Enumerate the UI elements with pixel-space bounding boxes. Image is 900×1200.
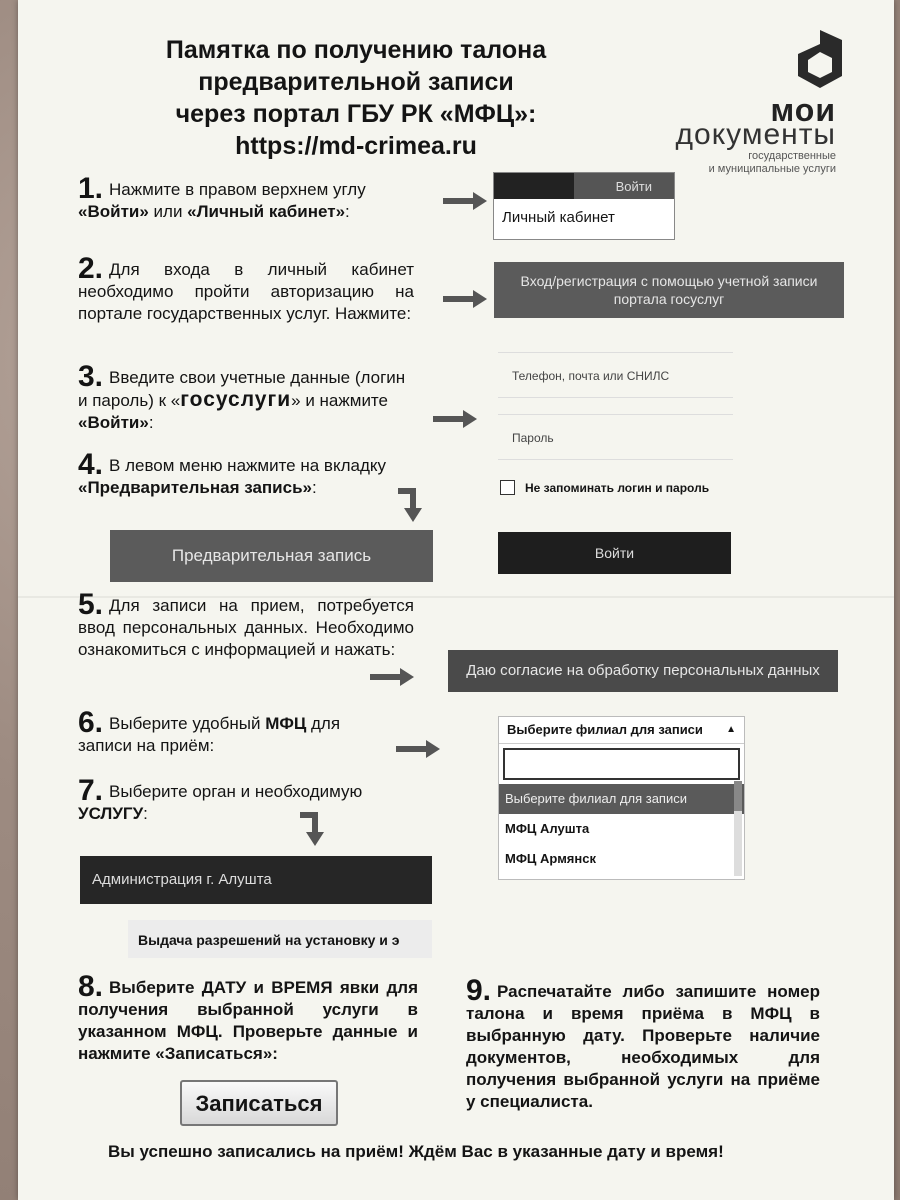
- branch-option[interactable]: Выберите филиал для записи: [499, 784, 744, 814]
- step-number: 9.: [466, 974, 492, 1007]
- step-number: 2.: [78, 252, 104, 285]
- step-5: [78, 588, 414, 661]
- arrow-down-icon: [300, 812, 330, 846]
- step-text: Для записи на прием, потребуется ввод персональных данных. Необходимо ознакомиться с информацией и нажать:: [78, 596, 414, 659]
- step-bold: «Предварительная запись»: [78, 478, 312, 497]
- preliminary-record-tab[interactable]: Предварительная запись: [110, 530, 433, 582]
- title-line-1: Памятка по получению талона: [165, 36, 547, 64]
- step-1: [78, 172, 438, 223]
- branch-option[interactable]: МФЦ Алушта: [505, 821, 590, 836]
- remember-checkbox[interactable]: [500, 480, 515, 495]
- arrow-right-icon: [443, 192, 487, 210]
- page-title: [106, 34, 606, 162]
- branch-select[interactable]: [498, 716, 745, 880]
- step-number: 8.: [78, 970, 104, 1003]
- step-bold: «Войти»: [78, 413, 149, 432]
- authority-item[interactable]: Администрация г. Алушта: [80, 856, 432, 904]
- step-bold: «Войти»: [78, 202, 149, 221]
- step-text: Нажмите в правом верхнем углу: [109, 180, 366, 199]
- step-text: Введите свои учетные данные (логин и пароль) к «: [78, 368, 406, 410]
- step-text: Для входа в личный кабинет необходимо пройти авторизацию на портале государственных услуг. Нажмите:: [78, 260, 414, 323]
- arrow-right-icon: [370, 668, 414, 686]
- step-text: Выберите орган и необходимую: [109, 782, 363, 801]
- arrow-right-icon: [443, 290, 487, 308]
- step-text: для записи на приём:: [78, 714, 341, 755]
- step-9: [466, 974, 820, 1113]
- password-input[interactable]: Пароль: [498, 414, 733, 460]
- login-input[interactable]: Телефон, почта или СНИЛС: [498, 352, 733, 398]
- instruction-sheet: [18, 0, 894, 1200]
- step-2: [78, 252, 414, 325]
- step-3: [78, 360, 418, 434]
- step-number: 4.: [78, 448, 104, 481]
- remember-label: Не запоминать логин и пароль: [525, 480, 710, 495]
- branch-select-header[interactable]: [499, 717, 744, 744]
- step-text: :: [148, 413, 154, 432]
- consent-button[interactable]: Даю согласие на обработку персональных данных: [448, 650, 838, 692]
- my-documents-logo: [628, 22, 838, 182]
- login-header-widget: [493, 172, 675, 240]
- step-8: [78, 970, 418, 1065]
- logo-word-1: мои: [770, 92, 836, 128]
- remember-row: [500, 480, 709, 495]
- title-line-2: предварительной записи: [198, 68, 514, 96]
- login-button[interactable]: Войти: [574, 173, 674, 199]
- arrow-down-icon: [398, 488, 428, 522]
- gosuslugi-login-button[interactable]: Вход/регистрация с помощью учетной записи портала госуслуг: [494, 262, 844, 318]
- logo-mark-icon: [798, 30, 842, 88]
- step-number: 6.: [78, 706, 104, 739]
- step-number: 7.: [78, 774, 104, 807]
- step-number: 1.: [78, 172, 104, 205]
- service-item[interactable]: Выдача разрешений на установку и э: [128, 920, 432, 958]
- personal-cabinet-link[interactable]: Личный кабинет: [502, 209, 615, 226]
- arrow-right-icon: [433, 410, 477, 428]
- gosuslugi-brand: госуслуги: [180, 388, 292, 411]
- step-text: :: [143, 804, 148, 823]
- branch-option[interactable]: МФЦ Армянск: [505, 851, 596, 866]
- success-message: Вы успешно записались на приём! Ждём Вас в указанные дату и время!: [108, 1142, 724, 1161]
- caret-up-icon: ▲: [726, 724, 736, 735]
- step-4: [78, 448, 388, 499]
- site-url: https://md-crimea.ru: [235, 132, 477, 160]
- step-text: Распечатайте либо запишите номер талона и время приёма в МФЦ в выбранную дату. Проверьте наличие документов, необходимых для получения выбранной услуги на приёме у специалиста.: [466, 982, 820, 1111]
- step-text: В левом меню нажмите на вкладку: [109, 456, 386, 475]
- step-text: :: [345, 202, 350, 221]
- step-bold: МФЦ: [265, 714, 307, 733]
- step-text: » и нажмите: [291, 391, 388, 410]
- step-text: или: [148, 202, 188, 221]
- step-bold: УСЛУГУ: [78, 804, 144, 823]
- step-6: [78, 706, 398, 757]
- step-text: Выберите ДАТУ и ВРЕМЯ явки для получения выбранной услуги в указанном МФЦ. Проверьте данные и нажмите «Записаться»:: [78, 978, 418, 1063]
- step-7: [78, 774, 418, 825]
- step-number: 5.: [78, 588, 104, 621]
- step-bold: «Личный кабинет»: [187, 202, 346, 221]
- submit-record-button[interactable]: Записаться: [180, 1080, 338, 1126]
- login-submit-button[interactable]: Войти: [498, 532, 731, 574]
- select-label: Выберите филиал для записи: [507, 722, 703, 737]
- logo-word-2: документы: [675, 118, 836, 151]
- scrollbar[interactable]: [734, 781, 742, 876]
- step-number: 3.: [78, 360, 104, 393]
- step-text: Выберите удобный: [109, 714, 266, 733]
- branch-search-input[interactable]: [503, 748, 740, 780]
- logo-tagline: государственные и муниципальные услуги: [708, 150, 836, 175]
- step-text: :: [311, 478, 317, 497]
- title-line-3: через портал ГБУ РК «МФЦ»:: [175, 100, 537, 128]
- arrow-right-icon: [396, 740, 440, 758]
